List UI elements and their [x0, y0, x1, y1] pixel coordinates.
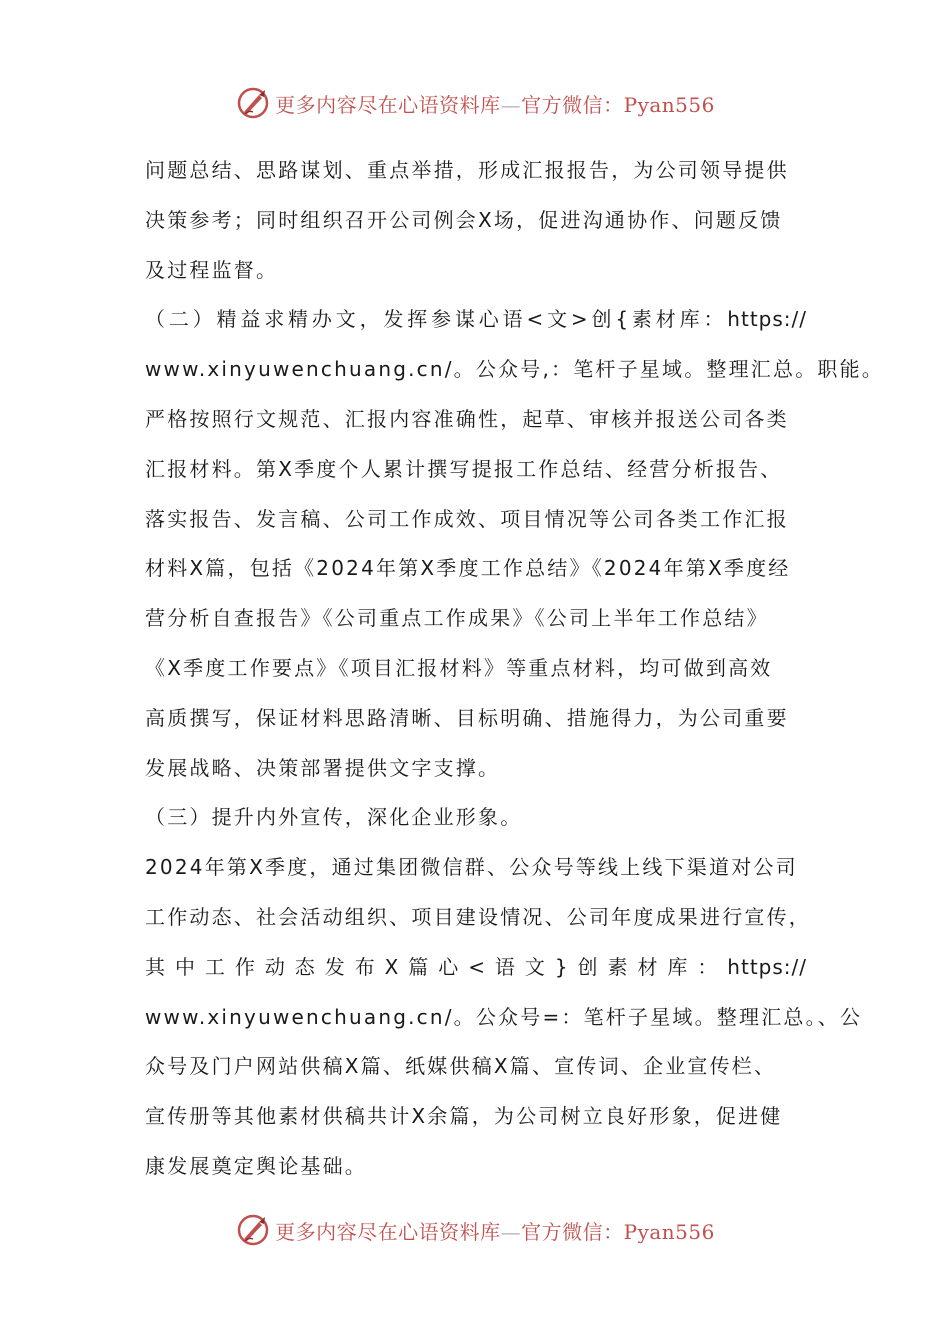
- text-line: 营分析自查报告》《公司重点工作成果》《公司上半年工作总结》: [145, 606, 769, 631]
- text-line: www.xinyuwenchuang.cn/。公众号=：笔杆子星域。整理汇总。、公: [145, 1004, 863, 1029]
- text-line: 高质撰写，保证材料思路清晰、目标明确、措施得力，为公司重要: [145, 705, 789, 730]
- section-heading-2: （二）精益求精办文，发挥参谋心语<文>创{素材库：https://: [145, 307, 807, 332]
- text-line: 2024年第X季度，通过集团微信群、公众号等线上线下渠道对公司: [145, 855, 798, 880]
- text-line: 落实报告、发言稿、公司工作成效、项目情况等公司各类工作汇报: [145, 506, 789, 531]
- text-line: 材料X篇，包括《2024年第X季度工作总结》《2024年第X季度经: [145, 556, 791, 581]
- watermark-text: [275, 89, 715, 118]
- text-line: 众号及门户网站供稿X篇、纸媒供稿X篇、宣传词、企业宣传栏、: [145, 1054, 777, 1079]
- text-line: 《X季度工作要点》《项目汇报材料》等重点材料，均可做到高效: [145, 655, 773, 680]
- text-line: 发展战略、决策部署提供文字支撑。: [145, 755, 501, 780]
- watermark-text: [275, 1216, 715, 1245]
- watermark-wechat: 官方微信：Pyan556: [521, 92, 715, 117]
- watermark-dash: —: [500, 92, 522, 117]
- document-body: [145, 146, 885, 1192]
- watermark-main: 更多内容尽在心语资料库: [275, 1219, 501, 1244]
- watermark-dash: —: [500, 1219, 522, 1244]
- text-line: 严格按照行文规范、汇报内容准确性，起草、审核并报送公司各类: [145, 406, 789, 431]
- text-line: 及过程监督。: [145, 257, 279, 282]
- text-line: 决策参考；同时组织召开公司例会X场，促进沟通协作、问题反馈: [145, 207, 783, 232]
- text-line: 其中工作动态发布X篇心<语文}创素材库：https://: [145, 954, 807, 979]
- text-line: 汇报材料。第X季度个人累计撰写提报工作总结、经营分析报告、: [145, 456, 783, 481]
- watermark-wechat: 官方微信：Pyan556: [521, 1219, 715, 1244]
- footer-watermark-banner: [0, 1210, 950, 1250]
- section-heading-3: （三）提升内外宣传，深化企业形象。: [145, 805, 523, 830]
- quill-logo-icon: [235, 1212, 271, 1248]
- text-line: 工作动态、社会活动组织、项目建设情况、公司年度成果进行宣传，: [145, 904, 811, 929]
- text-line: www.xinyuwenchuang.cn/。公众号,：笔杆子星域。整理汇总。职能。: [145, 357, 885, 382]
- quill-logo-icon: [235, 85, 271, 121]
- header-watermark-banner: [0, 83, 950, 123]
- text-line: 问题总结、思路谋划、重点举措，形成汇报报告，为公司领导提供: [145, 158, 789, 182]
- text-line: 康发展奠定舆论基础。: [145, 1153, 367, 1178]
- watermark-main: 更多内容尽在心语资料库: [275, 92, 501, 117]
- text-line: 宣传册等其他素材供稿共计X余篇，为公司树立良好形象，促进健: [145, 1104, 783, 1129]
